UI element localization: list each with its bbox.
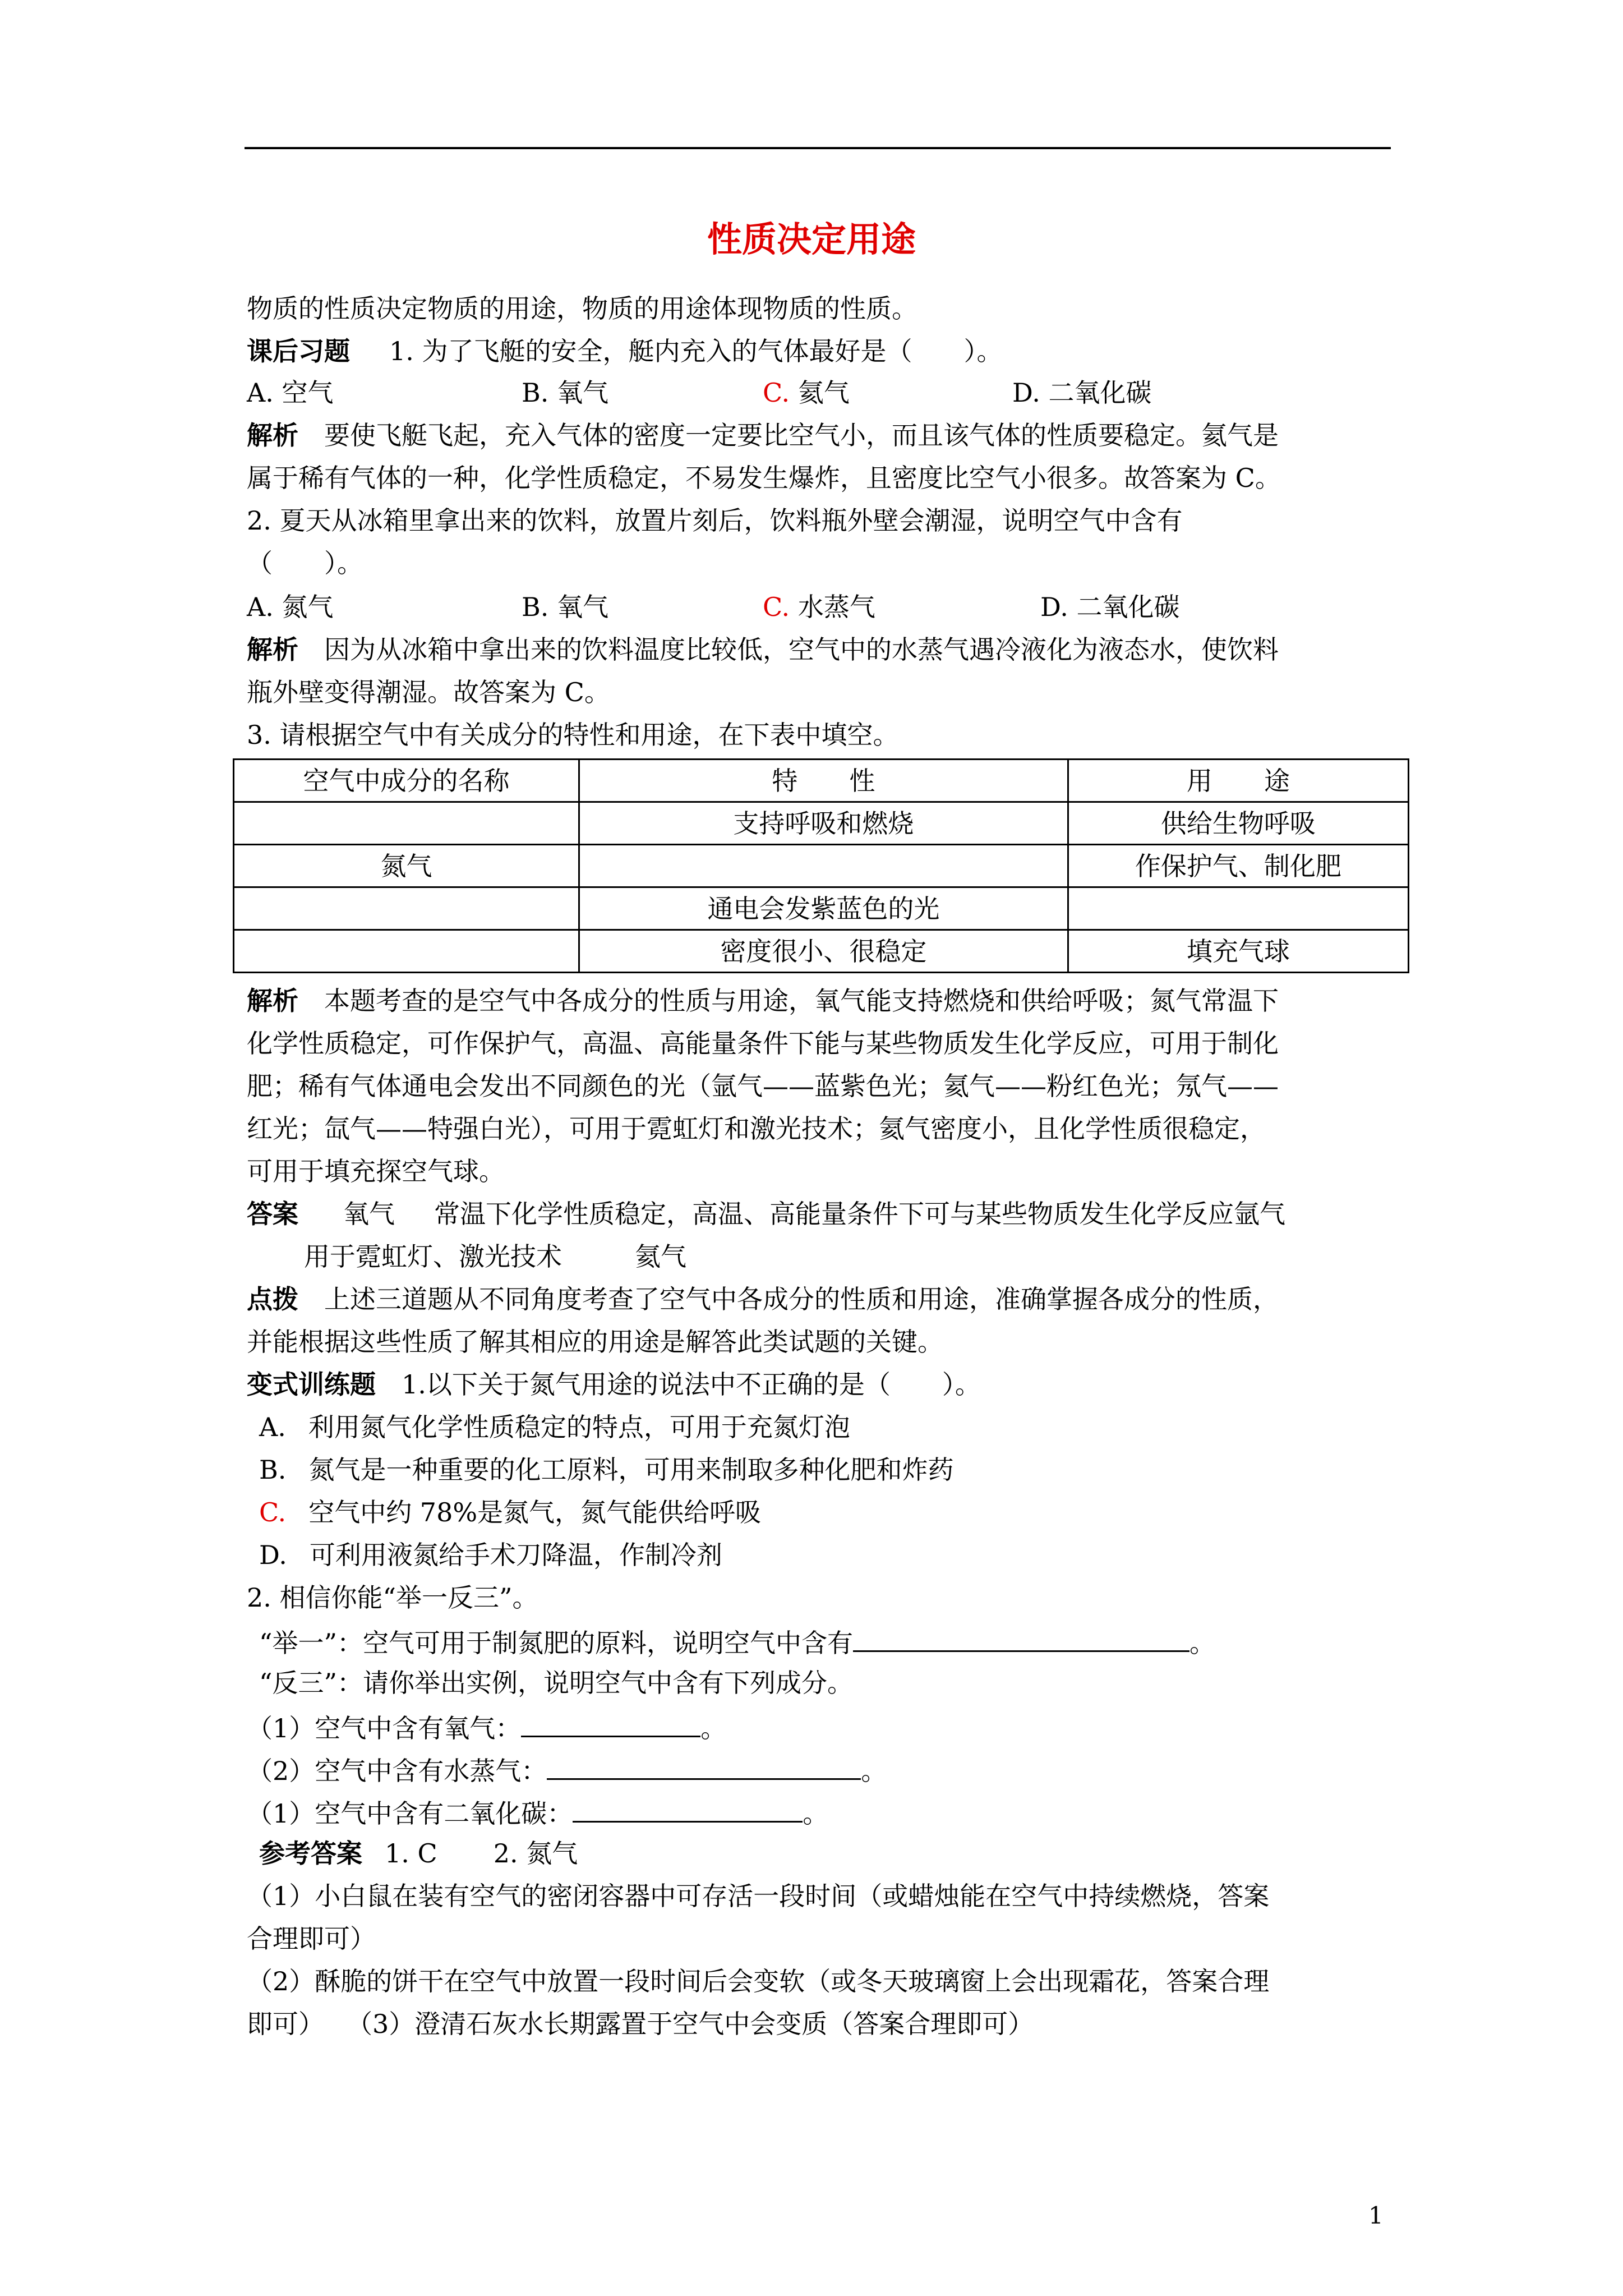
table-cell: 支持呼吸和燃烧 (579, 802, 1068, 845)
q3-analysis-line-2: 化学性质稳定，可作保护气，高温、高能量条件下能与某些物质发生化学反应，可用于制化 (247, 1028, 1279, 1059)
ref-answer-line-3: 合理即可） (247, 1924, 376, 1954)
v2-sub-1: （1）空气中含有氧气： 。 (247, 1704, 726, 1750)
q2-analysis-line-1: 解析 因为从冰箱中拿出来的饮料温度比较低，空气中的水蒸气遇冷液化为液态水，使饮料 (247, 634, 1279, 665)
answer-blank (547, 1747, 861, 1780)
ref-answer-line-2: （1）小白鼠在装有空气的密闭容器中可存活一段时间（或蜡烛能在空气中持续燃烧，答案 (247, 1881, 1270, 1911)
q1-stem: 1. 为了飞艇的安全，艇内充入的气体最好是（ ）。 (389, 336, 1003, 366)
section-label-variant: 变式训练题 (247, 1369, 376, 1400)
section-label-homework: 课后习题 (247, 336, 350, 366)
tip-label: 点拨 (247, 1284, 298, 1314)
table-cell (234, 802, 579, 845)
q1-analysis-line-2: 属于稀有气体的一种，化学性质稳定，不易发生爆炸，且密度比空气小很多。故答案为 C。 (247, 463, 1281, 493)
q2-option-d: D. 二氧化碳 (1040, 592, 1180, 622)
analysis-label: 解析 (247, 634, 298, 665)
v2-sub-3: （1）空气中含有二氧化碳： 。 (247, 1789, 828, 1835)
v2-sub-2: （2）空气中含有水蒸气： 。 (247, 1747, 887, 1792)
answer-blank (573, 1789, 803, 1823)
q1-option-d: D. 二氧化碳 (1012, 378, 1152, 408)
q2-stem-line-2: （ ）。 (247, 548, 363, 578)
properties-table (233, 758, 1409, 973)
q3-analysis-line-4: 红光；氙气——特强白光），可用于霓虹灯和激光技术；氦气密度小，且化学性质很稳定， (247, 1114, 1266, 1144)
ref-answer-label: 参考答案 (259, 1838, 362, 1869)
analysis-label: 解析 (247, 986, 298, 1016)
table-header-cell: 特 性 (579, 760, 1068, 802)
v2-stem: 2. 相信你能“举一反三”。 (247, 1582, 538, 1613)
q1-option-a: A. 空气 (247, 378, 334, 408)
q1-analysis-line-1: 解析 要使飞艇飞起，充入气体的密度一定要比空气小，而且该气体的性质要稳定。氦气是 (247, 420, 1279, 450)
v1-option-d: D. 可利用液氮给手术刀降温，作制冷剂 (259, 1540, 722, 1570)
q3-analysis-line-5: 可用于填充探空气球。 (247, 1156, 505, 1186)
q3-tip-line-2: 并能根据这些性质了解其相应的用途是解答此类试题的关键。 (247, 1327, 943, 1357)
table-row (234, 887, 1409, 930)
q3-stem: 3. 请根据空气中有关成分的特性和用途，在下表中填空。 (247, 720, 899, 750)
table-row (234, 802, 1409, 845)
table-row (234, 845, 1409, 887)
q2-stem-line-1: 2. 夏天从冰箱里拿出来的饮料，放置片刻后，饮料瓶外壁会潮湿，说明空气中含有 (247, 505, 1183, 536)
answer-blank (521, 1704, 700, 1737)
table-cell: 通电会发紫蓝色的光 (579, 887, 1068, 930)
table-cell: 填充气球 (1068, 930, 1408, 973)
q3-answer-line-2: 用于霓虹灯、激光技术 氦气 (304, 1241, 686, 1272)
v1-option-b: B. 氮气是一种重要的化工原料，可用来制取多种化肥和炸药 (259, 1455, 954, 1485)
table-cell (579, 845, 1068, 887)
q2-option-b: B. 氧气 (522, 592, 609, 622)
table-cell: 密度很小、很稳定 (579, 930, 1068, 973)
table-header-row (234, 760, 1409, 802)
v1-option-a: A. 利用氮气化学性质稳定的特点，可用于充氮灯泡 (259, 1412, 850, 1442)
table-cell (234, 930, 579, 973)
q1-stem-line (247, 330, 1003, 372)
table-cell: 作保护气、制化肥 (1068, 845, 1408, 887)
table-cell: 氮气 (234, 845, 579, 887)
ref-answer-line-4: （2）酥脆的饼干在空气中放置一段时间后会变软（或冬天玻璃窗上会出现霜花，答案合理 (247, 1966, 1270, 1996)
table-row (234, 930, 1409, 973)
q3-analysis-line-1: 解析 本题考查的是空气中各成分的性质与用途，氧气能支持燃烧和供给呼吸；氮气常温下 (247, 986, 1279, 1016)
q2-option-c: C. 水蒸气 (763, 592, 875, 622)
q2-option-a: A. 氮气 (247, 592, 334, 622)
q3-answer-line-1: 答案 氧气 常温下化学性质稳定，高温、高能量条件下可与某些物质发生化学反应氩气 (247, 1199, 1285, 1229)
q1-option-c: C. 氦气 (763, 378, 850, 408)
q1-option-b: B. 氧气 (522, 378, 609, 408)
table-cell: 供给生物呼吸 (1068, 802, 1408, 845)
answer-label: 答案 (247, 1199, 298, 1229)
table-header-cell: 用 途 (1068, 760, 1408, 802)
ref-answer-line-1: 参考答案 1. C 2. 氮气 (259, 1838, 578, 1869)
v1-stem-line: 变式训练题 1.以下关于氮气用途的说法中不正确的是（ ）。 (247, 1369, 981, 1400)
table-cell (1068, 887, 1408, 930)
v1-option-c: C. 空气中约 78%是氮气，氮气能供给呼吸 (259, 1497, 762, 1527)
ref-answer-line-5: 即可） （3）澄清石灰水长期露置于空气中会变质（答案合理即可） (247, 2009, 1034, 2039)
table-header-cell: 空气中成分的名称 (234, 760, 579, 802)
q3-analysis-line-3: 肥；稀有气体通电会发出不同颜色的光（氩气——蓝紫色光；氦气——粉红色光；氖气—— (247, 1071, 1279, 1101)
v2-line-1: “举一”：空气可用于制氮肥的原料，说明空气中含有 。 (259, 1619, 1215, 1664)
header-rule (245, 147, 1391, 149)
q3-tip-line-1: 点拨 上述三道题从不同角度考查了空气中各成分的性质和用途，准确掌握各成分的性质， (247, 1284, 1279, 1314)
intro-text: 物质的性质决定物质的用途，物质的用途体现物质的性质。 (247, 293, 917, 324)
q2-analysis-line-2: 瓶外壁变得潮湿。故答案为 C。 (247, 677, 610, 707)
analysis-label: 解析 (247, 420, 298, 450)
table-cell (234, 887, 579, 930)
page-number: 1 (1368, 2202, 1384, 2229)
page-title: 性质决定用途 (707, 219, 916, 260)
v2-line-2: “反三”：请你举出实例，说明空气中含有下列成分。 (259, 1668, 854, 1698)
answer-blank (853, 1619, 1189, 1652)
